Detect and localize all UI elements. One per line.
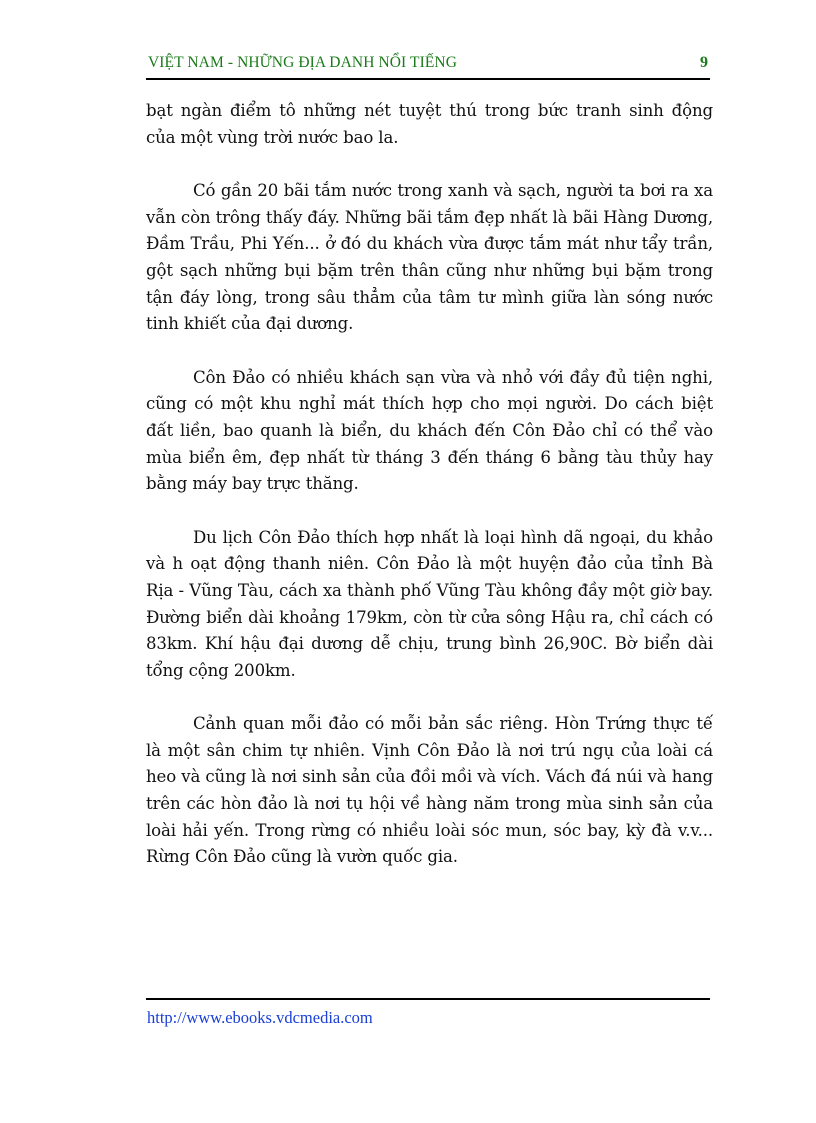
body-text <box>146 98 713 898</box>
paragraph-3: Côn Đảo có nhiều khách sạn vừa và nhỏ với đầy đủ tiện nghi, cũng có một khu nghỉ mát thích hợp cho mọi người. Do cách biệt đất liền, bao quanh là biển, du khách đến Côn Đảo chỉ có thể vào mùa biển êm, đẹp nhất từ tháng 3 đến tháng 6 bằng tàu thủy hay bằng máy bay trực thăng. <box>146 367 713 494</box>
paragraph-1: bạt ngàn điểm tô những nét tuyệt thú trong bức tranh sinh động của một vùng trời nước bao la. <box>146 101 713 147</box>
footer-website-link[interactable]: http://www.ebooks.vdcmedia.com <box>147 1008 373 1027</box>
footer-divider <box>146 998 710 1000</box>
book-title: VIỆT NAM - NHỮNG ĐỊA DANH NỔI TIẾNG <box>148 54 457 71</box>
page-number: 9 <box>700 54 708 71</box>
paragraph-5: Cảnh quan mỗi đảo có mỗi bản sắc riêng. Hòn Trứng thực tế là một sân chim tự nhiên. Vịnh Côn Đảo là nơi trú ngụ của loài cá heo và cũng là nơi sinh sản của đồi mồi và vích. Vách đá núi và hang trên các hòn đảo là nơi tụ hội về hàng năm trong mùa sinh sản của loài hải yến. Trong rừng có nhiều loài sóc mun, sóc bay, kỳ đà v.v... Rừng Côn Đảo cũng là vườn quốc gia. <box>146 714 713 867</box>
page-header <box>146 52 710 80</box>
paragraph-2: Có gần 20 bãi tắm nước trong xanh và sạch, người ta bơi ra xa vẫn còn trông thấy đáy. Những bãi tắm đẹp nhất là bãi Hàng Dương, Đầm Trầu, Phi Yến... ở đó du khách vừa được tắm mát như tẩy trần, gột sạch những bụi bặm trên thân cũng như những bụi bặm trong tận đáy lòng, trong sâu thẳm của tâm tư mình giữa làn sóng nước tinh khiết của đại dương. <box>146 181 713 334</box>
paragraph-4: Du lịch Côn Đảo thích hợp nhất là loại hình dã ngoại, du khảo và h oạt động thanh niên. Côn Đảo là một huyện đảo của tỉnh Bà Rịa - Vũng Tàu, cách xa thành phố Vũng Tàu không đầy một giờ bay. Đường biển dài khoảng 179km, còn từ cửa sông Hậu ra, chỉ cách có 83km. Khí hậu đại dương dễ chịu, trung bình 26,90C. Bờ biển dài tổng cộng 200km. <box>146 527 713 680</box>
